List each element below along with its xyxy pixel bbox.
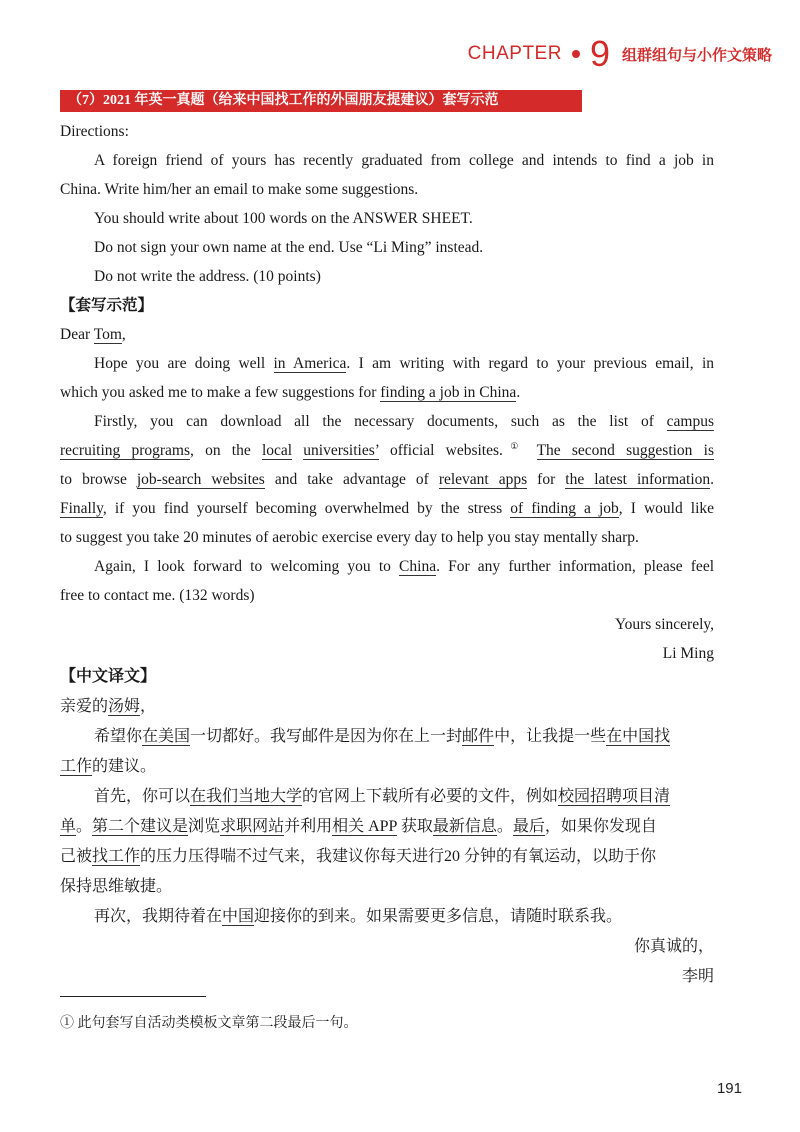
underlined-phrase: 汤姆 [108, 698, 141, 715]
translation-line: 保持思维敏捷。 [60, 878, 173, 895]
text: . [516, 384, 521, 401]
text: Again, I look forward to welcoming you to [94, 558, 400, 575]
sample-line [60, 407, 714, 436]
text: . For any further information, please feel [436, 558, 715, 575]
text: to browse [60, 471, 137, 488]
sample-line: to suggest you take 20 minutes of aerobic exercise every day to help you stay mentally sharp. [60, 529, 639, 546]
english-content [60, 117, 714, 668]
text: . [710, 471, 715, 488]
underlined-phrase: 工作 [60, 758, 93, 775]
text: 再次，我期待着在 [94, 908, 223, 925]
text: 的官网上下载所有必要的文件，例如 [302, 788, 559, 805]
underlined-phrase: 相关 APP [332, 818, 397, 835]
text: Hope you are doing well [94, 355, 274, 372]
underlined-phrase: 最新信息 [432, 818, 497, 835]
text: Firstly, you can download all the necessary documents, such as the list of [94, 413, 667, 430]
text: , on the [190, 442, 262, 459]
underlined-phrase: relevant apps [438, 471, 528, 488]
underlined-phrase: universities’ [303, 442, 379, 459]
sample-line [60, 465, 714, 494]
text: 的压力压得喘不过气来，我建议你每天进行20 分钟的有氧运动，以助于你 [140, 848, 657, 865]
section-banner: （7）2021 年英一真题（给来中国找工作的外国朋友提建议）套写示范 [60, 90, 582, 112]
footnote-marker: ① [502, 440, 526, 451]
translation-line [60, 752, 714, 782]
chapter-number: 9 [589, 33, 610, 74]
chapter-label: CHAPTER [467, 43, 562, 64]
underlined-phrase: in America [273, 355, 347, 372]
translation-line [60, 722, 714, 752]
translation-heading: 【中文译文】 [60, 668, 157, 685]
text: , if you find yourself becoming overwhelmed by the stress [102, 500, 511, 517]
text: ，如果你发现自 [544, 818, 657, 835]
underlined-phrase: 校园招聘项目清 [558, 788, 671, 805]
translation-closing: 你真诚的， [633, 938, 714, 955]
sample-line [60, 436, 714, 465]
text: 。 [76, 818, 93, 835]
text: 并利用 [284, 818, 333, 835]
underlined-phrase: of finding a job [510, 500, 619, 517]
signature: Li Ming [662, 645, 714, 662]
underlined-phrase: the latest information [565, 471, 711, 488]
text: 首先，你可以 [94, 788, 191, 805]
translation-line [60, 842, 714, 872]
sample-heading: 【套写示范】 [60, 297, 154, 314]
chinese-translation [60, 662, 714, 992]
text: and take advantage of [264, 471, 439, 488]
underlined-phrase: Finally [60, 500, 103, 517]
page-number: 191 [716, 1080, 742, 1097]
underlined-phrase: 在我们当地大学 [190, 788, 303, 805]
text: 一切都好。我写邮件是因为你在上一封 [190, 728, 463, 745]
closing: Yours sincerely, [614, 616, 714, 633]
text: ， [140, 698, 157, 715]
text: 浏览 [188, 818, 221, 835]
text: 希望你 [94, 728, 143, 745]
text [526, 442, 537, 459]
footnote: ① 此句套写自活动类模板文章第二段最后一句。 [60, 1016, 358, 1031]
chapter-dot-icon [572, 50, 580, 58]
underlined-phrase: 单 [60, 818, 77, 835]
underlined-phrase: job-search websites [136, 471, 265, 488]
directions-line: Do not sign your own name at the end. Use “Li Ming” instead. [94, 239, 484, 256]
directions-line: A foreign friend of yours has recently graduated from college and intends to find a job in [94, 152, 714, 169]
underlined-phrase: finding a job in China [380, 384, 517, 401]
underlined-phrase: 最后 [512, 818, 545, 835]
text: 中，让我提一些 [494, 728, 607, 745]
text: 获取 [396, 818, 433, 835]
text: official websites. [378, 442, 503, 459]
directions-line: Do not write the address. (10 points) [94, 268, 321, 285]
chapter-title: 组群组句与小作文策略 [621, 46, 772, 64]
text: . I am writing with regard to your previous email, in [346, 355, 715, 372]
sample-line [60, 349, 714, 378]
sample-line [60, 552, 714, 581]
translation-line [60, 782, 714, 812]
text: 亲爱的 [60, 698, 109, 715]
sample-line: free to contact me. (132 words) [60, 587, 255, 604]
text: for [527, 471, 566, 488]
text: , I would like [618, 500, 715, 517]
underlined-phrase: 邮件 [462, 728, 495, 745]
translation-line [60, 812, 714, 842]
underlined-phrase: 在中国找 [606, 728, 671, 745]
text: which you asked me to make a few suggestions for [60, 384, 381, 401]
translation-greeting [60, 692, 714, 722]
footnote-divider [60, 996, 206, 997]
underlined-phrase: Tom [93, 326, 122, 343]
underlined-phrase: China [399, 558, 437, 575]
text: 的建议。 [92, 758, 157, 775]
directions-heading: Directions: [60, 123, 129, 140]
underlined-phrase: 第二个建议是 [92, 818, 189, 835]
text: 。 [496, 818, 513, 835]
text: , [121, 326, 126, 343]
sample-greeting [60, 320, 714, 349]
underlined-phrase: 找工作 [92, 848, 141, 865]
underlined-phrase: recruiting programs [60, 442, 190, 459]
sample-line [60, 494, 714, 523]
underlined-phrase: 在美国 [142, 728, 191, 745]
translation-line [60, 902, 714, 932]
text: 迎接你的到来。如果需要更多信息，请随时联系我。 [254, 908, 623, 925]
translation-signature: 李明 [681, 968, 714, 985]
sample-line [60, 378, 714, 407]
text: Dear [60, 326, 94, 343]
underlined-phrase: campus [666, 413, 714, 430]
underlined-phrase: 求职网站 [220, 818, 285, 835]
text: 己被 [60, 848, 93, 865]
underlined-phrase: 中国 [222, 908, 255, 925]
directions-line: You should write about 100 words on the ANSWER SHEET. [94, 210, 473, 227]
underlined-phrase: local [261, 442, 293, 459]
chapter-header [467, 33, 772, 74]
text [292, 442, 303, 459]
underlined-phrase: The second suggestion is [536, 442, 714, 459]
directions-line: China. Write him/her an email to make some suggestions. [60, 181, 419, 198]
